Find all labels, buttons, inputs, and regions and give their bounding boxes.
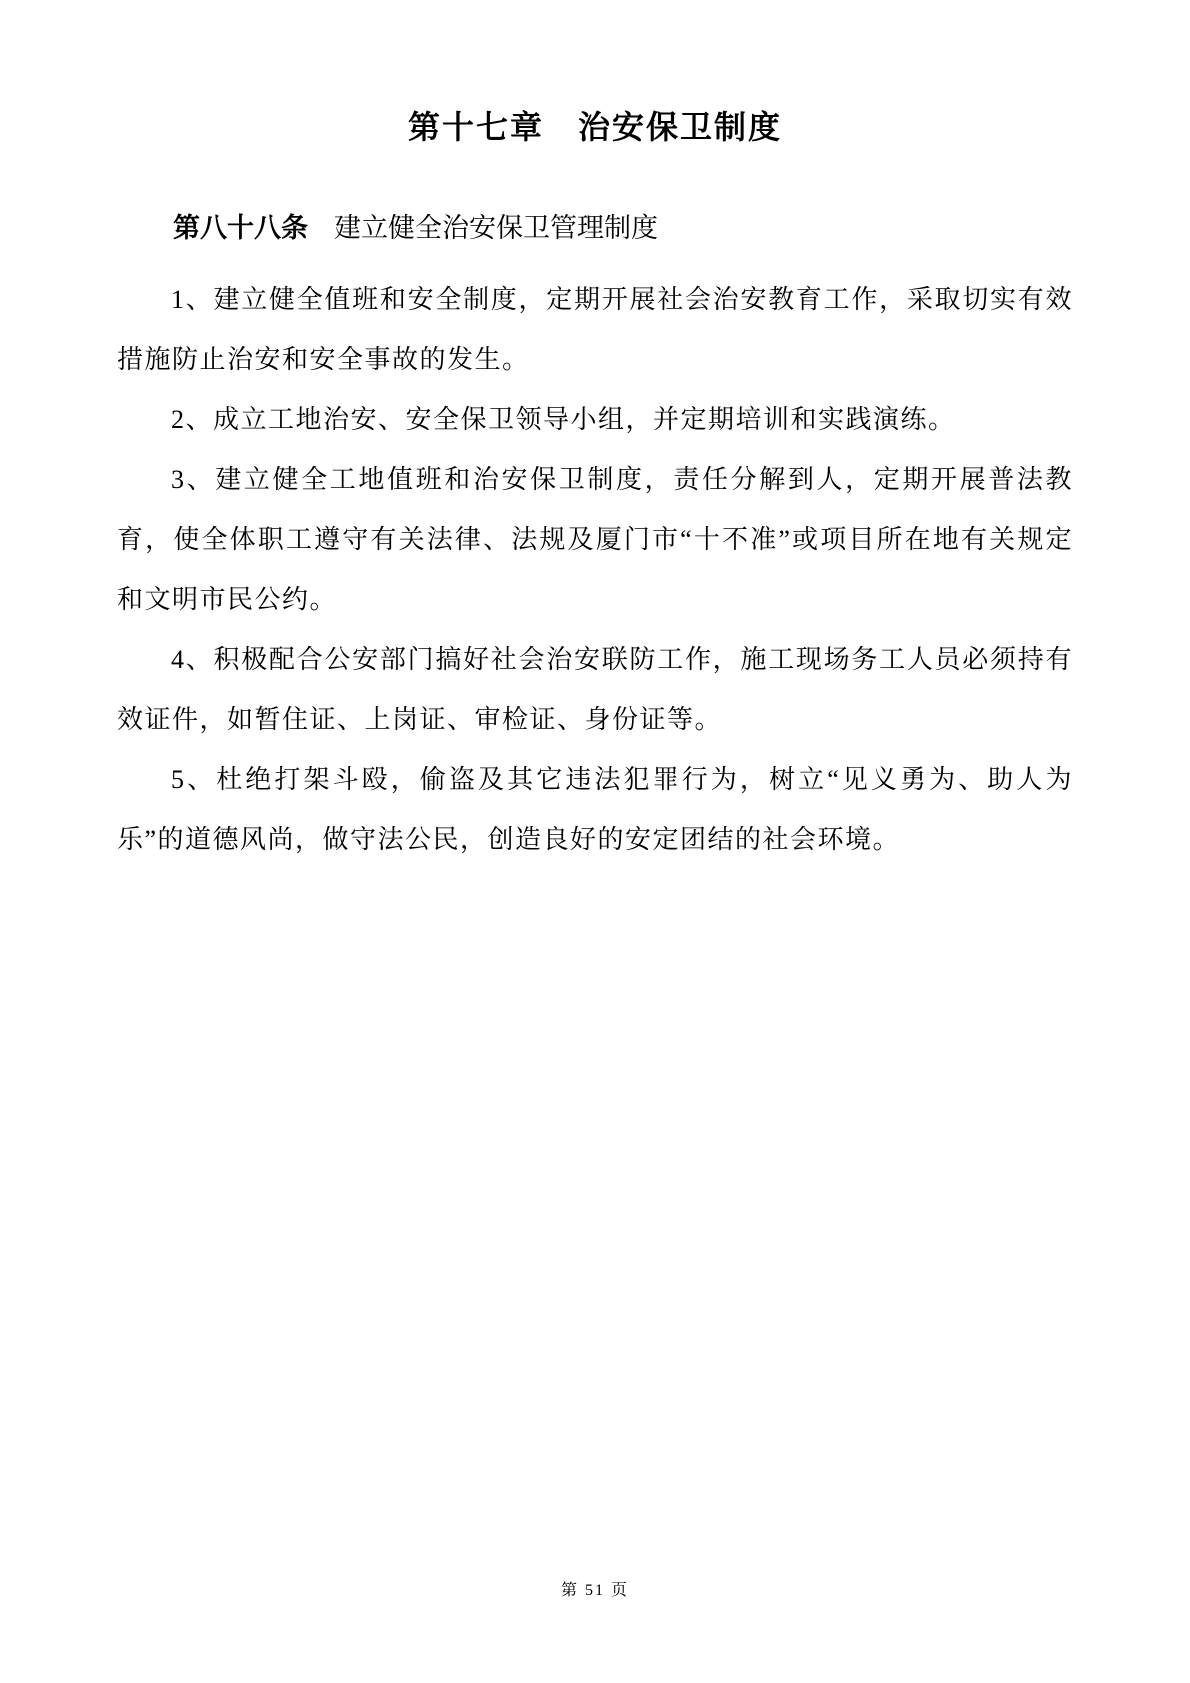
article-title: 建立健全治安保卫管理制度 [334, 213, 658, 243]
body-paragraph-2: 2、成立工地治安、安全保卫领导小组，并定期培训和实践演练。 [171, 405, 956, 434]
page-footer [0, 1577, 1190, 1600]
body-paragraph-1: 1、建立健全值班和安全制度，定期开展社会治安教育工作，采取切实有效措施防止治安和安全事故的发生。 [117, 285, 1073, 374]
body-paragraph-5: 5、杜绝打架斗殴，偷盗及其它违法犯罪行为，树立“见义勇为、助人为乐”的道德风尚，做守法公民，创造良好的安定团结的社会环境。 [117, 765, 1073, 854]
page-number: 第 51 页 [560, 1582, 629, 1599]
body-paragraph-3: 3、建立健全工地值班和治安保卫制度，责任分解到人，定期开展普法教育，使全体职工遵守有关法律、法规及厦门市“十不准”或项目所在地有关规定和文明市民公约。 [117, 465, 1073, 614]
article-heading [117, 198, 1073, 258]
body-paragraph-4: 4、积极配合公安部门搞好社会治安联防工作，施工现场务工人员必须持有效证件，如暂住证、上岗证、审检证、身份证等。 [117, 645, 1073, 734]
document-body [0, 106, 1190, 870]
chapter-title: 第十七章 治安保卫制度 [407, 109, 782, 145]
article-number: 第八十八条 [173, 213, 308, 243]
